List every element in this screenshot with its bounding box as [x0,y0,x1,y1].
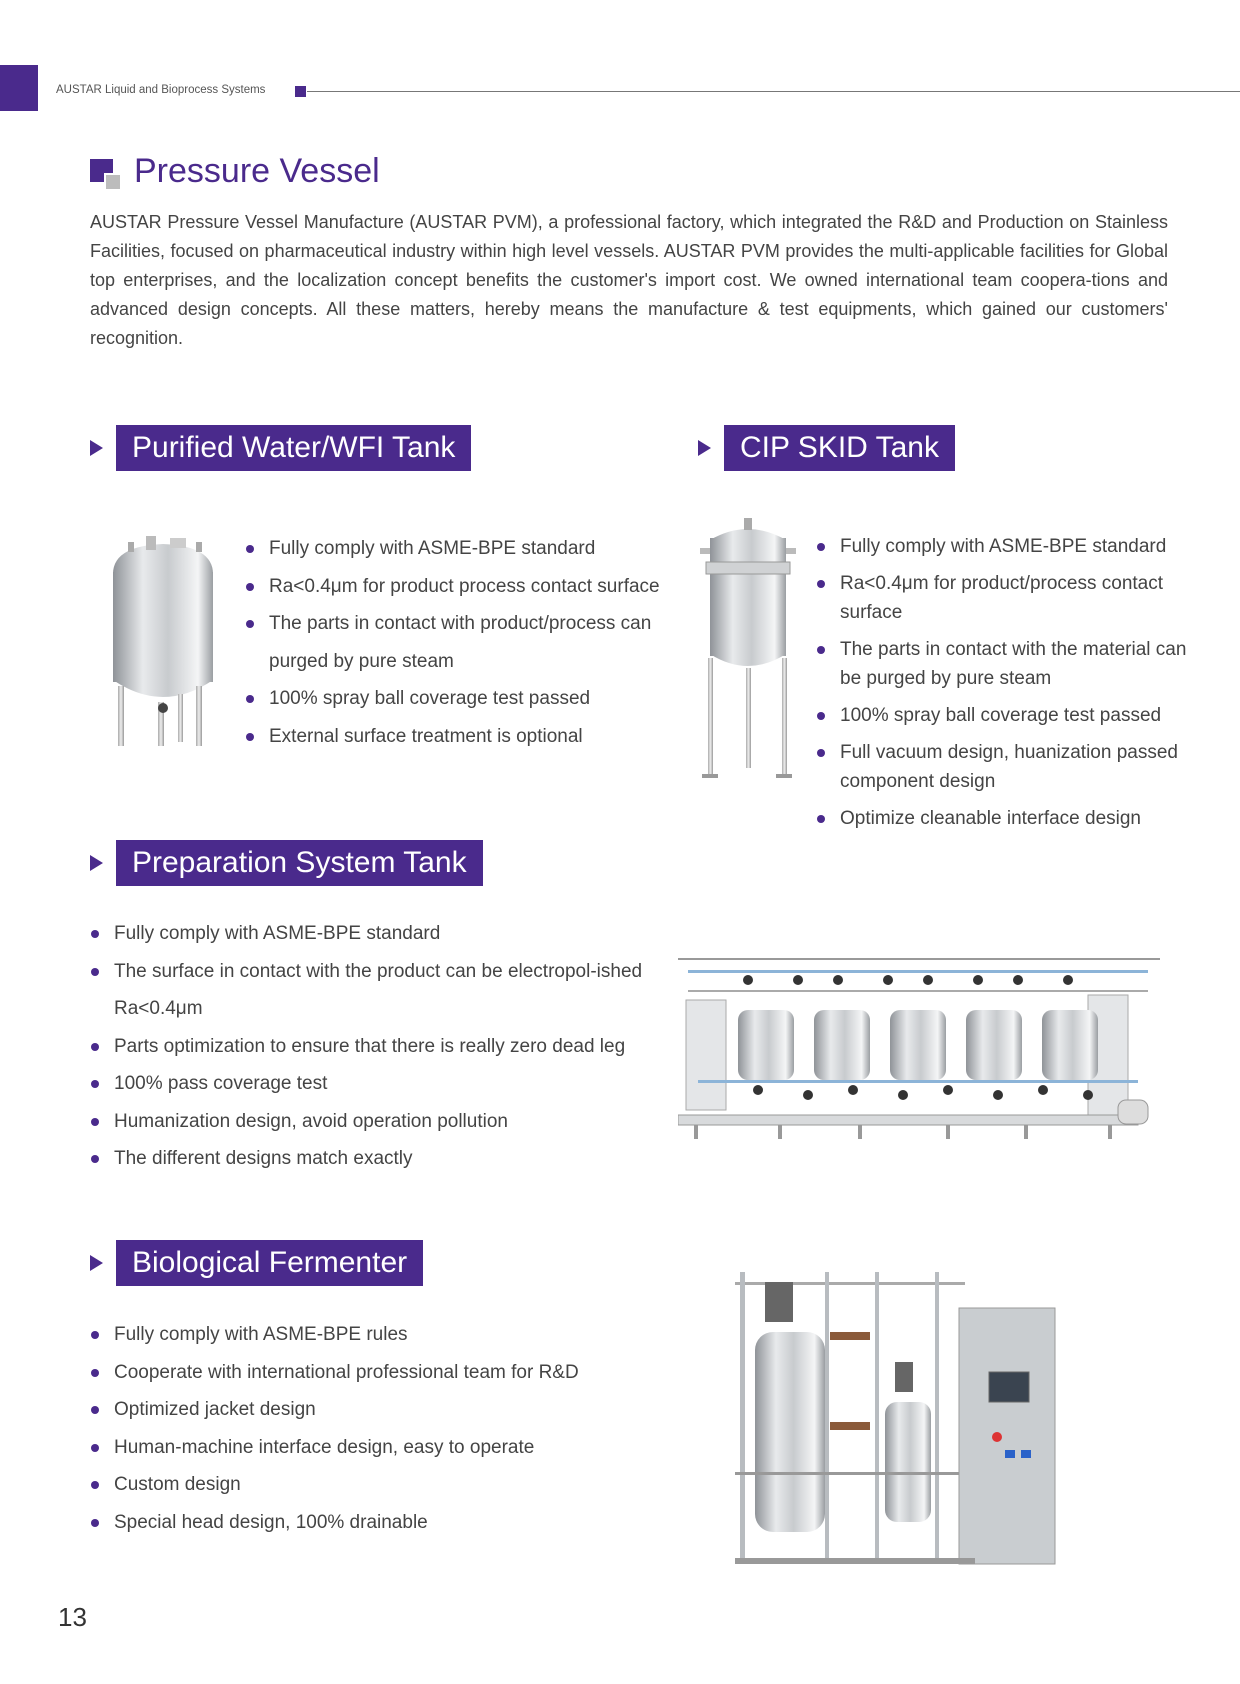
list-item: Parts optimization to ensure that there is really zero dead leg [90,1028,650,1066]
list-item: Optimized jacket design [90,1391,650,1429]
list-item: Human-machine interface design, easy to operate [90,1429,650,1467]
list-item: Special head design, 100% drainable [90,1504,650,1542]
bullet-list-wfi [245,530,665,755]
list-item: Full vacuum design, huanization passed component design [816,738,1206,796]
list-item: Humanization design, avoid operation pollution [90,1103,650,1141]
list-item: Ra<0.4μm for product/process contact surface [816,569,1206,627]
bullet-list-bio [90,1316,650,1541]
list-item: External surface treatment is optional [245,718,665,756]
page-number: 13 [58,1602,87,1632]
preparation-system-image [678,950,1160,1164]
list-item: Fully comply with ASME-BPE standard [816,532,1206,561]
list-item: Custom design [90,1466,650,1504]
list-item: 100% spray ball coverage test passed [816,701,1206,730]
cip-tank-image [700,518,796,788]
play-arrow-icon [698,440,711,456]
list-item: Ra<0.4μm for product process contact surface [245,568,665,606]
list-item: 100% spray ball coverage test passed [245,680,665,718]
list-item: Optimize cleanable interface design [816,804,1206,833]
list-item: 100% pass coverage test [90,1065,650,1103]
section-title: Purified Water/WFI Tank [116,425,471,471]
list-item: Fully comply with ASME-BPE standard [90,915,650,953]
title-square-icon [90,159,118,187]
list-item: Fully comply with ASME-BPE rules [90,1316,650,1354]
wfi-tank-image [108,536,218,750]
play-arrow-icon [90,440,103,456]
list-item: The surface in contact with the product can be electropol-ished Ra<0.4μm [90,953,650,1028]
list-item: Cooperate with international professional team for R&D [90,1354,650,1392]
corner-accent [0,65,38,111]
bullet-list-prep [90,915,650,1178]
play-arrow-icon [90,1255,103,1271]
running-header: AUSTAR Liquid and Bioprocess Systems [56,84,266,96]
section-title: Preparation System Tank [116,840,483,886]
header-rule [307,91,1240,92]
section-title: CIP SKID Tank [724,425,955,471]
list-item: The different designs match exactly [90,1140,650,1178]
intro-paragraph: AUSTAR Pressure Vessel Manufacture (AUSTAR PVM), a professional factory, which integrated the R&D and Production on Stainless Facilities, focused on pharmaceutical industry within high level vessels. AUSTAR PVM provides the multi-applicable facilities for Global top enterprises, and the localization concept benefits the customer's import cost. We owned international team coopera-tions and advanced design concepts. All these matters, hereby means the manufacture & test equipments, which gained our customers' recognition. [90,212,1168,348]
biological-fermenter-image [735,1272,1059,1572]
list-item: The parts in contact with product/process can purged by pure steam [245,605,665,680]
section-title: Biological Fermenter [116,1240,423,1286]
header-square-marker [295,86,306,97]
play-arrow-icon [90,855,103,871]
list-item: Fully comply with ASME-BPE standard [245,530,665,568]
list-item: The parts in contact with the material can be purged by pure steam [816,635,1206,693]
page-title: Pressure Vessel [134,152,380,190]
bullet-list-cip [816,532,1206,841]
